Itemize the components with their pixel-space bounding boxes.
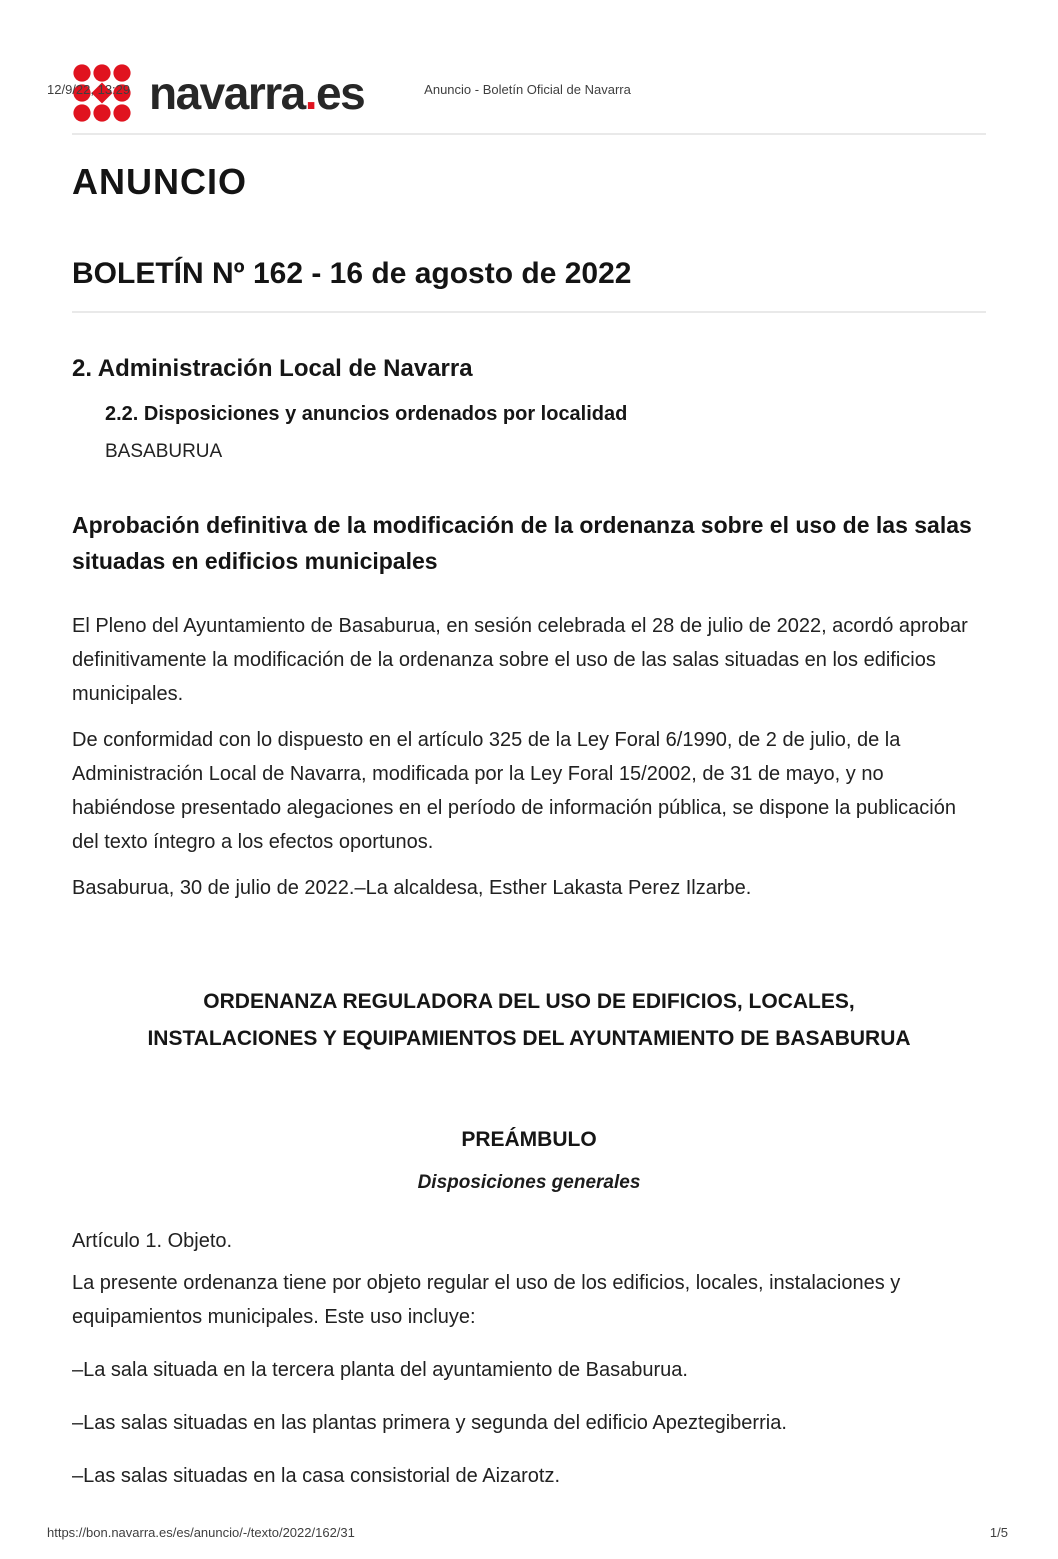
- paragraph: De conformidad con lo dispuesto en el artículo 325 de la Ley Foral 6/1990, de 2 de julio, de la Administración Local de Navarra, modificada por la Ley Foral 15/2002, de 31 de mayo, y no habiéndose presentado alegaciones en el período de información pública, se dispone la publicación del texto íntegro a los efectos oportunos.: [72, 729, 956, 854]
- list-item: –Las salas situadas en las plantas primera y segunda del edificio Apeztegiberria.: [72, 1412, 787, 1435]
- print-footer-url: https://bon.navarra.es/es/anuncio/-/texto/2022/162/31: [47, 1525, 355, 1540]
- printed-page: [0, 62, 1058, 1559]
- paragraph: El Pleno del Ayuntamiento de Basaburua, en sesión celebrada el 28 de julio de 2022, acordó aprobar definitivamente la modificación de la ordenanza sobre el uso de las salas situadas en los edificios municipales.: [72, 615, 968, 706]
- wordmark-suffix: es: [316, 67, 365, 119]
- print-footer: [47, 1525, 1008, 1541]
- print-page-indicator: 1/5: [989, 1525, 1008, 1540]
- document-content: [0, 62, 1058, 1493]
- wordmark-prefix: navarra: [149, 67, 305, 119]
- print-doc-title: Anuncio - Boletín Oficial de Navarra: [424, 82, 631, 97]
- ordinance-title: ORDENANZA REGULADORA DEL USO DE EDIFICIOS, LOCALES, INSTALACIONES Y EQUIPAMIENTOS DEL AYUNTAMIENTO DE BASABURUA: [147, 990, 911, 1051]
- divider-top: [72, 133, 986, 135]
- locality-label: BASABURUA: [105, 441, 223, 463]
- list-item: –Las salas situadas en la casa consistorial de Aizarotz.: [72, 1465, 561, 1488]
- subsection-heading: 2.2. Disposiciones y anuncios ordenados por localidad: [105, 403, 628, 426]
- article-heading: Artículo 1. Objeto.: [72, 1230, 233, 1253]
- bulletin-heading: BOLETÍN Nº 162 - 16 de agosto de 2022: [72, 256, 632, 290]
- section-heading: 2. Administración Local de Navarra: [72, 354, 473, 382]
- paragraph-signature: Basaburua, 30 de julio de 2022.–La alcaldesa, Esther Lakasta Perez Ilzarbe.: [72, 877, 752, 900]
- preamble-heading: PREÁMBULO: [461, 1128, 597, 1152]
- divider-bulletin: [72, 311, 986, 313]
- article-paragraph: La presente ordenanza tiene por objeto regular el uso de los edificios, locales, instalaciones y equipamientos municipales. Este uso incluye:: [72, 1272, 901, 1329]
- page-title: ANUNCIO: [72, 161, 247, 202]
- preamble-subheading: Disposiciones generales: [417, 1172, 641, 1194]
- print-datetime: 12/9/22, 13:29: [47, 82, 131, 97]
- wordmark-dot: .: [304, 67, 317, 119]
- announcement-title: Aprobación definitiva de la modificación de la ordenanza sobre el uso de las salas situadas en edificios municipales: [72, 512, 972, 575]
- list-item: –La sala situada en la tercera planta del ayuntamiento de Basaburua.: [72, 1359, 688, 1382]
